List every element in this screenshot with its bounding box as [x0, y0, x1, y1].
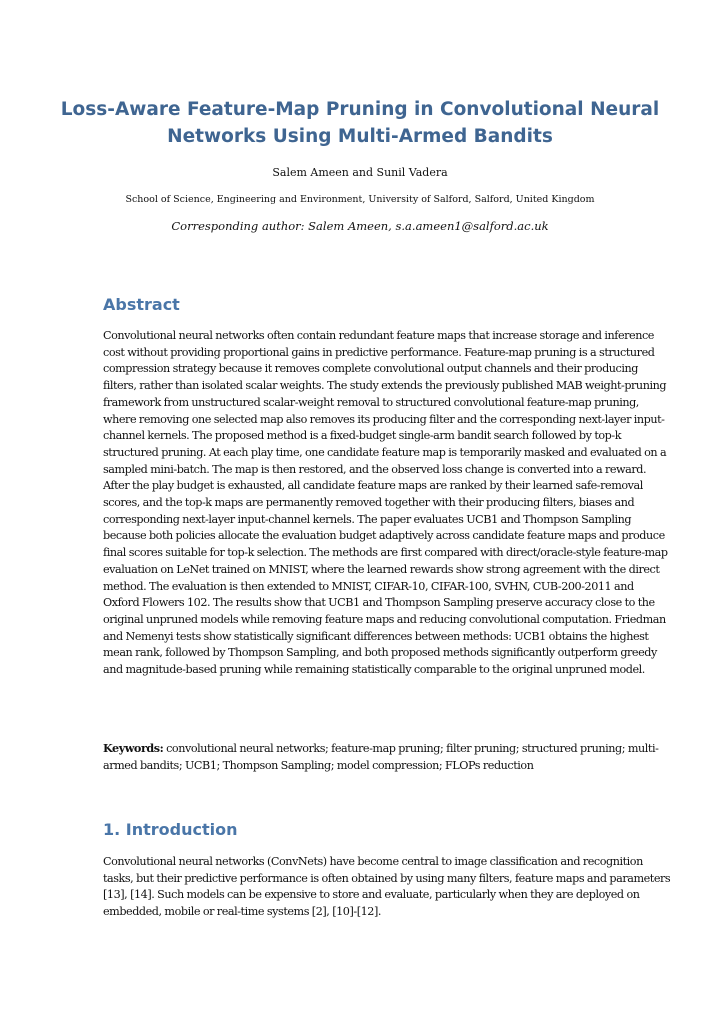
paper-title: Loss-Aware Feature-Map Pruning in Convolutional Neural Networks Using Multi-Armed Bandits [60, 99, 660, 147]
affiliation: School of Science, Engineering and Environment, University of Salford, Salford, United Kingdom [125, 194, 595, 205]
author-list: Salem Ameen and Sunil Vadera [272, 166, 448, 179]
introduction-heading: 1. Introduction [103, 820, 238, 839]
abstract-paragraph: Convolutional neural networks often contain redundant feature maps that increase storage and inference cost without providing proportional gains in predictive performance. Feature-map pruning is a structured compression strategy because it removes complete convolutional output channels and their producing filters, rather than isolated scalar weights. The study extends the previously published MAB weight-pruning framework from unstructured scalar-weight removal to structured convolutional feature-map pruning, where removing one selected map also removes its producing filter and the corresponding next-layer input-channel kernels. The proposed method is a fixed-budget single-arm bandit search followed by top-k structured pruning. At each play time, one candidate feature map is temporarily masked and evaluated on a sampled mini-batch. The map is then restored, and the observed loss change is converted into a reward. After the play budget is exhausted, all candidate feature maps are ranked by their learned safe-removal scores, and the top-k maps are permanently removed together with their producing filters, biases and corresponding next-layer input-channel kernels. The paper evaluates UCB1 and Thompson Sampling because both policies allocate the evaluation budget adaptively across candidate feature maps and produce final scores suitable for top-k selection. The methods are first compared with direct/oracle-style feature-map evaluation on LeNet trained on MNIST, where the learned rewards show strong agreement with the direct method. The evaluation is then extended to MNIST, CIFAR-10, CIFAR-100, SVHN, CUB-200-2011 and Oxford Flowers 102. The results show that UCB1 and Thompson Sampling preserve accuracy close to the original unpruned models while removing feature maps and reducing convolutional computation. Friedman and Nemenyi tests show statistically significant differences between methods: UCB1 obtains the highest mean rank, followed by Thompson Sampling, and both proposed methods significantly outperform greedy and magnitude-based pruning while remaining statistically comparable to the original unpruned model. [103, 329, 668, 677]
introduction-paragraph: Convolutional neural networks (ConvNets) have become central to image classification and recognition tasks, but their predictive performance is often obtained by using many filters, feature maps and parameters [13], [14]. Such models can be expensive to store and evaluate, particularly when they are deployed on embedded, mobile or real-time systems [2], [10]-[12]. [103, 855, 671, 919]
keywords-label: Keywords: [103, 741, 164, 755]
keywords-list: convolutional neural networks; feature-map pruning; filter pruning; structured pruning; multi-armed bandits; UCB1; Thompson Sampling; model compression; FLOPs reduction [103, 742, 659, 772]
keywords-paragraph [103, 740, 671, 774]
corresponding-author: Corresponding author: Salem Ameen, s.a.ameen1@salford.ac.uk [171, 219, 549, 233]
abstract-heading: Abstract [103, 295, 180, 314]
